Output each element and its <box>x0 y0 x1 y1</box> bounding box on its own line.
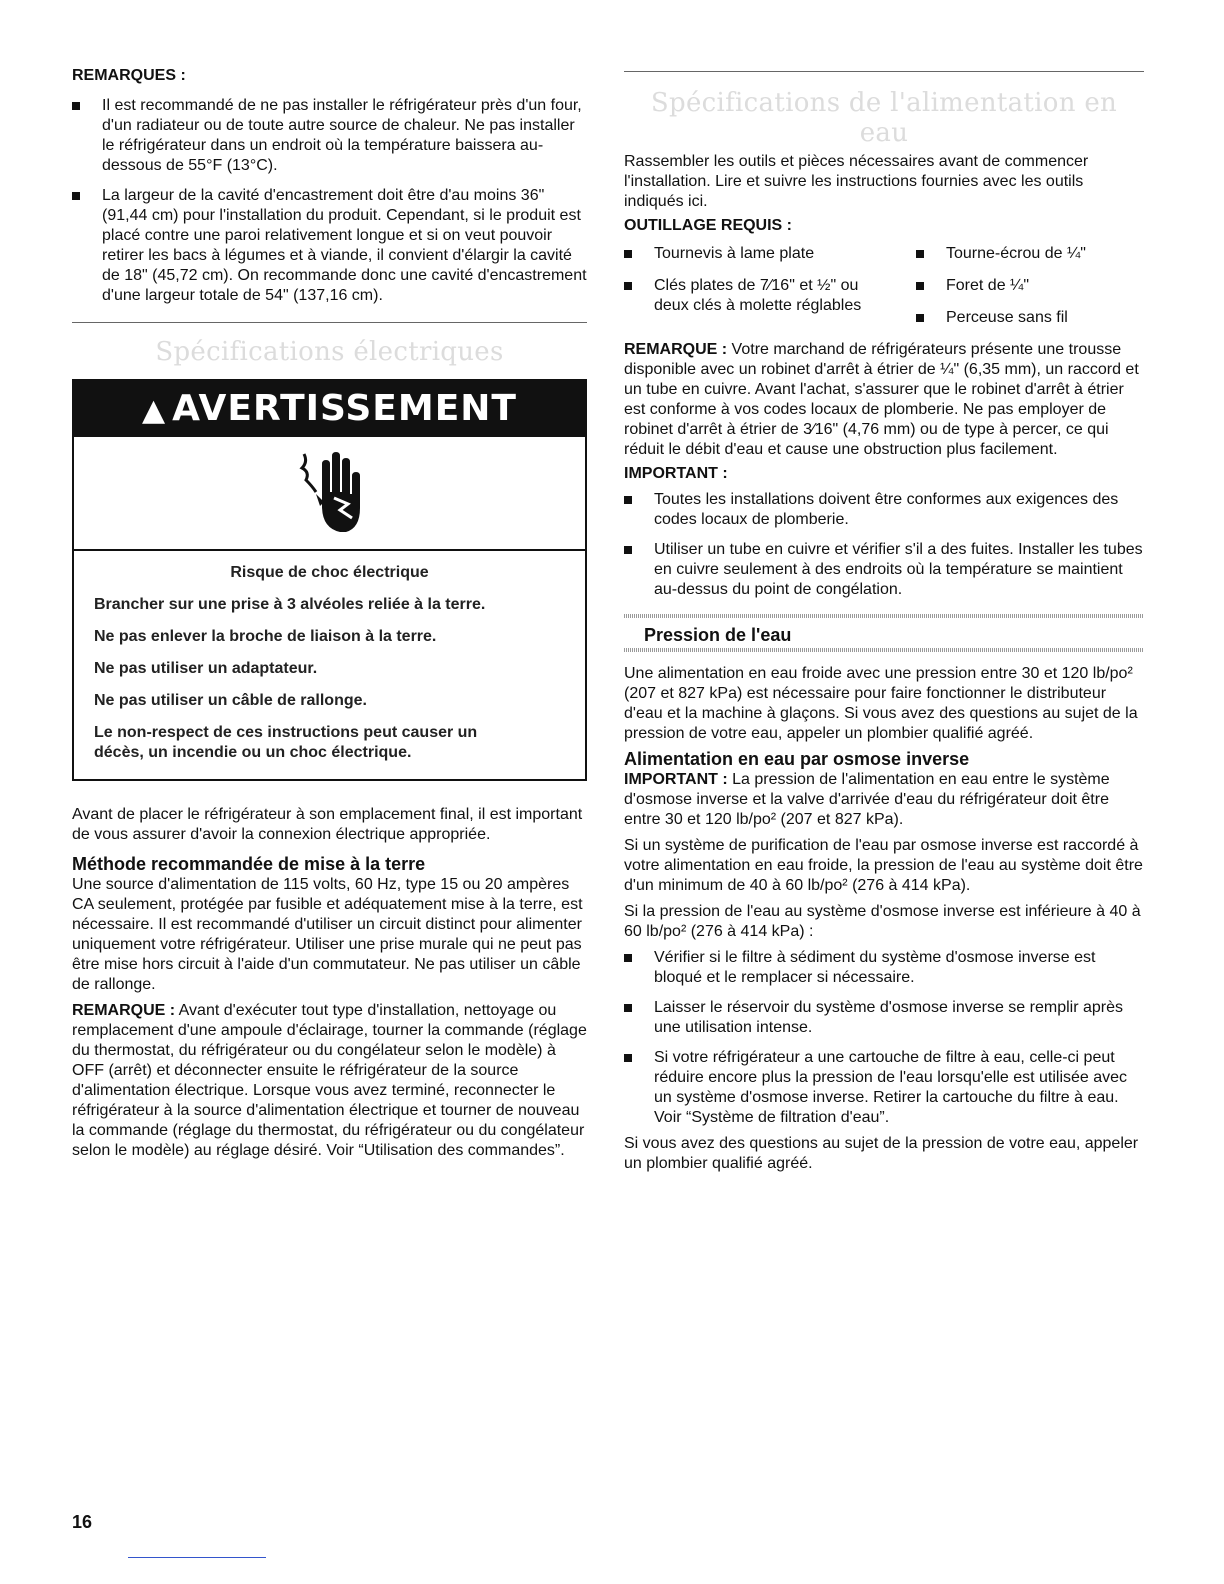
remarque-text: Votre marchand de réfrigérateurs présente une trousse disponible avec un robinet d'arrêt à étrier de ¼" (6,35 mm), un raccord et un tube en cuivre. Avant l'achat, s'assurer que le robinet d'arrêt à étrier est conforme à vos codes locaux de plomberie. Ne pas employer de robinet d'arrêt à étrier de 3⁄16" (4,76 mm) ou de type à percer, ce qui réduit le débit d'eau et cause une obstruction plus facilement. <box>624 341 1139 458</box>
section-title-electrical: Spécifications électriques <box>155 337 504 367</box>
warning-risk: Risque de choc électrique <box>230 564 429 581</box>
footer-underline <box>128 1557 266 1558</box>
list-item: Toutes les installations doivent être conformes aux exigences des codes locaux de plomberie. <box>624 490 1144 530</box>
list-item: Tourne-écrou de ¼" <box>916 244 1146 264</box>
tools-lists <box>624 244 1144 334</box>
warning-icon-area <box>74 437 585 551</box>
electric-shock-hand-icon <box>294 448 366 538</box>
important-label: IMPORTANT : <box>624 465 728 482</box>
list-item: Vérifier si le filtre à sédiment du système d'osmose inverse est bloqué et le remplacer si nécessaire. <box>624 948 1144 988</box>
closing-paragraph: Si vous avez des questions au sujet de la pression de votre eau, appeler un plombier qualifié agréé. <box>624 1135 1139 1172</box>
pressure-heading: Pression de l'eau <box>644 625 792 645</box>
section-divider <box>624 648 1144 652</box>
osmosis-paragraph: Si la pression de l'eau au système d'osmose inverse est inférieure à 40 à 60 lb/po² (276 à 414 kPa) : <box>624 903 1141 940</box>
pressure-paragraph: Une alimentation en eau froide avec une pression entre 30 et 120 lb/po² (207 et 827 kPa) est nécessaire pour faire fonctionner le distributeur d'eau et la machine à glaçons. Si vous avez des questions au sujet de la pression de votre eau, appeler un plombier qualifié agréé. <box>624 665 1138 742</box>
warning-header <box>74 381 585 437</box>
remarque-text: Avant d'exécuter tout type d'installation, nettoyage ou remplacement d'une ampoule d'éclairage, tourner la commande (réglage du thermostat, du réfrigérateur ou du congélateur selon le modèle) à OFF (arrêt) et déconnecter ensuite le réfrigérateur de la source d'alimentation électrique. Lorsque vous avez terminé, reconnecter le réfrigérateur à la source d'alimentation électrique et tourner de nouveau la commande (réglage du thermostat, du réfrigérateur ou du congélateur selon le modèle) au réglage désiré. Voir “Utilisation des commandes”. <box>72 1002 587 1159</box>
section-divider <box>624 614 1144 618</box>
important-label: IMPORTANT : <box>624 771 728 788</box>
intro-paragraph: Avant de placer le réfrigérateur à son emplacement final, il est important de vous assurer d'avoir la connexion électrique appropriée. <box>72 806 583 843</box>
list-item: Foret de ¼" <box>916 276 1146 296</box>
important-list <box>624 490 1144 600</box>
water-intro: Rassembler les outils et pièces nécessaires avant de commencer l'installation. Lire et suivre les instructions fournies avec les outils indiqués ici. <box>624 153 1089 210</box>
list-item: Utiliser un tube en cuivre et vérifier s'il a des fuites. Installer les tubes en cuivre seulement à des endroits où la température se maintient au-dessus du point de congélation. <box>624 540 1144 600</box>
osmosis-heading: Alimentation en eau par osmose inverse <box>624 749 970 769</box>
osmosis-list <box>624 948 1144 1128</box>
warning-line: Ne pas utiliser un câble de rallonge. <box>94 692 367 709</box>
osmosis-important-text: La pression de l'alimentation en eau entre le système d'osmose inverse et la valve d'arrivée d'eau du réfrigérateur doit être entre 30 et 120 lb/po² (207 et 827 kPa). <box>624 771 1110 828</box>
list-item: La largeur de la cavité d'encastrement doit être d'au moins 36" (91,44 cm) pour l'installation du produit. Cependant, si le produit est placé contre une paroi relativement longue et si on veut pouvoir retirer les bacs à légumes et à viande, il convient d'élargir la cavité de 18" (45,72 cm). On recommande donc une cavité d'encastrement d'une largeur totale de 54" (137,16 cm). <box>72 186 587 306</box>
remarque-label: REMARQUE : <box>72 1002 176 1019</box>
list-item: Clés plates de 7⁄16" et ½" ou deux clés à molette réglables <box>624 276 904 316</box>
warning-lines <box>74 551 585 779</box>
section-divider <box>624 71 1144 72</box>
method-paragraph: Une source d'alimentation de 115 volts, 60 Hz, type 15 ou 20 ampères CA seulement, protégée par fusible et adéquatement mise à la terre, est nécessaire. Il est recommandé d'utiliser un circuit distinct pour alimenter uniquement votre réfrigérateur. Utiliser une prise murale qui ne peut pas être mise hors circuit à l'aide d'un commutateur. Ne pas utiliser un câble de rallonge. <box>72 876 583 993</box>
warning-line: Brancher sur une prise à 3 alvéoles reliée à la terre. <box>94 596 486 613</box>
list-item: Tournevis à lame plate <box>624 244 904 264</box>
warning-triangle-icon: ▲ <box>142 393 167 428</box>
tools-list-left <box>624 244 904 334</box>
remarque-paragraph <box>624 340 1144 460</box>
list-item: Perceuse sans fil <box>916 308 1146 328</box>
remarque-label: REMARQUE : <box>624 341 728 358</box>
method-heading: Méthode recommandée de mise à la terre <box>72 854 426 874</box>
list-item: Il est recommandé de ne pas installer le réfrigérateur près d'un four, d'un radiateur ou de toute autre source de chaleur. Ne pas installer le réfrigérateur dans un endroit où la température baissera au-dessous de 55°F (13°C). <box>72 96 587 176</box>
section-title-water: Spécifications de l'alimentation en eau <box>650 88 1118 148</box>
right-column <box>624 64 1144 1174</box>
list-item: Laisser le réservoir du système d'osmose inverse se remplir après une utilisation intense. <box>624 998 1144 1038</box>
warning-line: Le non-respect de ces instructions peut causer un décès, un incendie ou un choc électrique. <box>94 724 478 761</box>
remarques-label: REMARQUES : <box>72 67 186 84</box>
warning-line: Ne pas enlever la broche de liaison à la terre. <box>94 628 437 645</box>
osmosis-paragraph: Si un système de purification de l'eau par osmose inverse est raccordé à votre alimentation en eau froide, la pression de l'eau au système doit être d'un minimum de 40 à 60 lb/po² (276 à 414 kPa). <box>624 837 1143 894</box>
left-column <box>72 64 587 1161</box>
osmosis-important <box>624 770 1144 830</box>
remarque-paragraph <box>72 1001 587 1161</box>
tools-list-right <box>916 244 1146 334</box>
remarques-list <box>72 96 587 306</box>
warning-line: Ne pas utiliser un adaptateur. <box>94 660 318 677</box>
warning-heading: AVERTISSEMENT <box>172 388 517 429</box>
list-item: Si votre réfrigérateur a une cartouche de filtre à eau, celle-ci peut réduire encore plus la pression de l'eau lorsqu'elle est utilisée avec un système d'osmose inverse. Retirer la cartouche du filtre à eau. Voir “Système de filtration d'eau”. <box>624 1048 1144 1128</box>
section-divider <box>72 322 587 323</box>
page-number: 16 <box>72 1512 93 1532</box>
tools-label: OUTILLAGE REQUIS : <box>624 217 792 234</box>
warning-box <box>72 379 587 781</box>
